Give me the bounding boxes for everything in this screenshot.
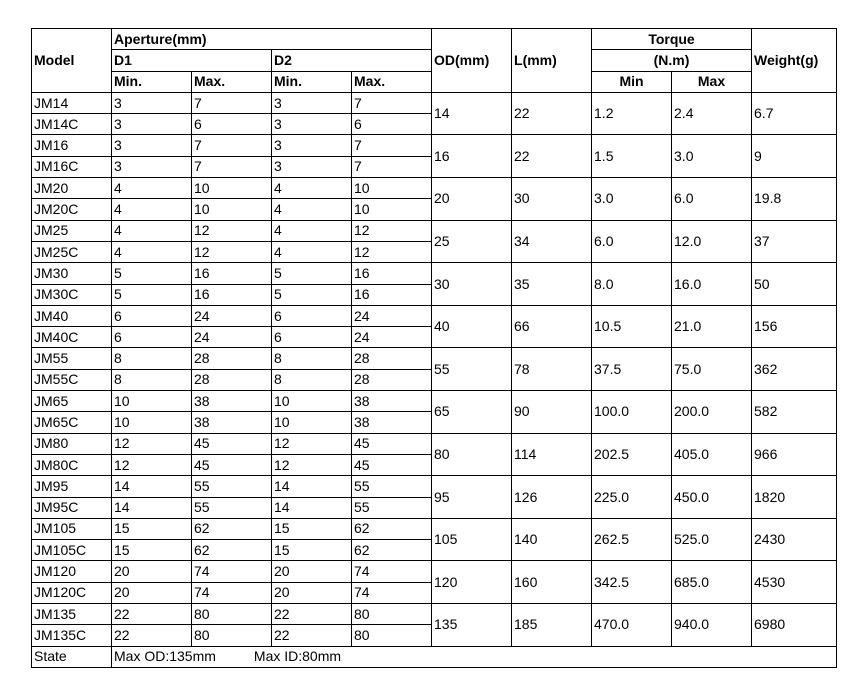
d1-min-cell: 8 <box>112 369 192 390</box>
model-cell: JM16C <box>32 156 112 177</box>
torque-min-cell: 10.5 <box>592 305 672 348</box>
d2-min-cell: 14 <box>272 476 352 497</box>
d2-min-cell: 3 <box>272 92 352 113</box>
model-cell: JM25C <box>32 241 112 262</box>
d1-max-cell: 28 <box>192 348 272 369</box>
table-row <box>32 518 837 539</box>
d1-min-cell: 3 <box>112 114 192 135</box>
table-row <box>32 135 837 156</box>
d2-max-cell: 7 <box>352 92 432 113</box>
od-cell: 20 <box>432 178 512 221</box>
torque-max-cell: 525.0 <box>672 518 752 561</box>
state-value <box>112 646 837 667</box>
table-row <box>32 92 837 113</box>
d2-min-cell: 4 <box>272 241 352 262</box>
table-row <box>32 561 837 582</box>
d1-max-cell: 16 <box>192 263 272 284</box>
l-cell: 34 <box>512 220 592 263</box>
coupling-spec-table <box>31 28 837 668</box>
l-cell: 185 <box>512 604 592 647</box>
d2-max-cell: 24 <box>352 327 432 348</box>
d2-max-cell: 80 <box>352 604 432 625</box>
od-header: OD(mm) <box>432 29 512 93</box>
model-cell: JM105C <box>32 540 112 561</box>
torque-max-cell: 16.0 <box>672 263 752 306</box>
d1-max-cell: 62 <box>192 518 272 539</box>
l-cell: 140 <box>512 518 592 561</box>
d1-min-cell: 3 <box>112 92 192 113</box>
model-cell: JM20C <box>32 199 112 220</box>
torque-min-cell: 470.0 <box>592 604 672 647</box>
d2-min-cell: 12 <box>272 433 352 454</box>
d1-min-cell: 20 <box>112 582 192 603</box>
d2-max-cell: 12 <box>352 241 432 262</box>
d1-min-cell: 10 <box>112 391 192 412</box>
weight-cell: 19.8 <box>752 178 837 221</box>
table-row <box>32 476 837 497</box>
model-cell: JM65C <box>32 412 112 433</box>
od-cell: 95 <box>432 476 512 519</box>
d1-max-cell: 6 <box>192 114 272 135</box>
d1-max-cell: 24 <box>192 305 272 326</box>
d2-max-cell: 55 <box>352 497 432 518</box>
torque-max-cell: 75.0 <box>672 348 752 391</box>
d2-min-cell: 3 <box>272 114 352 135</box>
torque-max-cell: 12.0 <box>672 220 752 263</box>
weight-cell: 4530 <box>752 561 837 604</box>
od-cell: 65 <box>432 391 512 434</box>
weight-cell: 966 <box>752 433 837 476</box>
weight-cell: 1820 <box>752 476 837 519</box>
d1-max-cell: 55 <box>192 497 272 518</box>
d2-min-cell: 12 <box>272 454 352 475</box>
d2-min-cell: 8 <box>272 348 352 369</box>
table-row <box>32 263 837 284</box>
model-cell: JM30 <box>32 263 112 284</box>
model-cell: JM95C <box>32 497 112 518</box>
d1-min-cell: 5 <box>112 284 192 305</box>
d1-min-cell: 22 <box>112 604 192 625</box>
table-row <box>32 348 837 369</box>
model-cell: JM80C <box>32 454 112 475</box>
d2-min-cell: 5 <box>272 263 352 284</box>
d2-min-cell: 10 <box>272 412 352 433</box>
l-cell: 66 <box>512 305 592 348</box>
od-cell: 40 <box>432 305 512 348</box>
d2-min-cell: 3 <box>272 156 352 177</box>
l-cell: 78 <box>512 348 592 391</box>
d1-max-cell: 16 <box>192 284 272 305</box>
d1-max-cell: 62 <box>192 540 272 561</box>
d2-max-cell: 16 <box>352 263 432 284</box>
model-cell: JM55C <box>32 369 112 390</box>
torque-max-header: Max <box>672 71 752 92</box>
torque-max-cell: 200.0 <box>672 391 752 434</box>
table-row <box>32 220 837 241</box>
d1-min-cell: 4 <box>112 220 192 241</box>
weight-cell: 156 <box>752 305 837 348</box>
model-cell: JM30C <box>32 284 112 305</box>
aperture-header: Aperture(mm) <box>112 29 432 50</box>
max-id-note: Max ID:80mm <box>253 648 342 665</box>
torque-header: Torque <box>592 29 752 50</box>
d2-max-cell: 6 <box>352 114 432 135</box>
torque-max-cell: 685.0 <box>672 561 752 604</box>
model-cell: JM40 <box>32 305 112 326</box>
d1-max-cell: 38 <box>192 412 272 433</box>
torque-min-cell: 342.5 <box>592 561 672 604</box>
weight-header: Weight(g) <box>752 29 837 93</box>
d1-min-cell: 12 <box>112 433 192 454</box>
d2-min-header: Min. <box>272 71 352 92</box>
model-cell: JM14C <box>32 114 112 135</box>
d1-max-cell: 10 <box>192 199 272 220</box>
model-cell: JM14 <box>32 92 112 113</box>
torque-min-cell: 262.5 <box>592 518 672 561</box>
d1-min-cell: 22 <box>112 625 192 646</box>
d1-max-cell: 7 <box>192 135 272 156</box>
table-row <box>32 433 837 454</box>
d1-max-cell: 24 <box>192 327 272 348</box>
torque-max-cell: 2.4 <box>672 92 752 135</box>
d2-min-cell: 5 <box>272 284 352 305</box>
torque-min-cell: 1.2 <box>592 92 672 135</box>
od-cell: 80 <box>432 433 512 476</box>
model-cell: JM55 <box>32 348 112 369</box>
table-row <box>32 604 837 625</box>
d2-min-cell: 4 <box>272 178 352 199</box>
od-cell: 105 <box>432 518 512 561</box>
od-cell: 16 <box>432 135 512 178</box>
model-cell: JM20 <box>32 178 112 199</box>
d2-max-cell: 45 <box>352 454 432 475</box>
d2-max-cell: 55 <box>352 476 432 497</box>
od-cell: 30 <box>432 263 512 306</box>
torque-max-cell: 405.0 <box>672 433 752 476</box>
d2-max-cell: 74 <box>352 561 432 582</box>
d2-min-cell: 4 <box>272 220 352 241</box>
d1-min-cell: 6 <box>112 305 192 326</box>
torque-min-cell: 6.0 <box>592 220 672 263</box>
od-cell: 25 <box>432 220 512 263</box>
d1-min-cell: 4 <box>112 199 192 220</box>
model-cell: JM105 <box>32 518 112 539</box>
d2-max-cell: 12 <box>352 220 432 241</box>
d1-min-cell: 4 <box>112 241 192 262</box>
d2-max-cell: 62 <box>352 518 432 539</box>
od-cell: 135 <box>432 604 512 647</box>
d1-min-cell: 4 <box>112 178 192 199</box>
model-header: Model <box>32 29 112 93</box>
weight-cell: 582 <box>752 391 837 434</box>
d1-max-cell: 74 <box>192 561 272 582</box>
d1-max-cell: 10 <box>192 178 272 199</box>
d2-min-cell: 20 <box>272 582 352 603</box>
d1-min-cell: 6 <box>112 327 192 348</box>
torque-max-cell: 6.0 <box>672 178 752 221</box>
d1-max-cell: 12 <box>192 220 272 241</box>
model-cell: JM40C <box>32 327 112 348</box>
weight-cell: 9 <box>752 135 837 178</box>
torque-min-header: Min <box>592 71 672 92</box>
d2-max-cell: 45 <box>352 433 432 454</box>
weight-cell: 37 <box>752 220 837 263</box>
od-cell: 55 <box>432 348 512 391</box>
torque-min-cell: 100.0 <box>592 391 672 434</box>
torque-min-cell: 37.5 <box>592 348 672 391</box>
torque-min-cell: 225.0 <box>592 476 672 519</box>
d2-max-cell: 7 <box>352 135 432 156</box>
d1-max-cell: 80 <box>192 604 272 625</box>
torque-min-cell: 202.5 <box>592 433 672 476</box>
d1-min-cell: 14 <box>112 476 192 497</box>
d1-max-cell: 28 <box>192 369 272 390</box>
od-cell: 14 <box>432 92 512 135</box>
d2-max-cell: 28 <box>352 348 432 369</box>
l-cell: 35 <box>512 263 592 306</box>
max-od-note: Max OD:135mm <box>114 648 216 665</box>
model-cell: JM95 <box>32 476 112 497</box>
weight-cell: 50 <box>752 263 837 306</box>
d1-min-cell: 12 <box>112 454 192 475</box>
d2-max-cell: 10 <box>352 199 432 220</box>
od-cell: 120 <box>432 561 512 604</box>
torque-min-cell: 1.5 <box>592 135 672 178</box>
table-row <box>32 178 837 199</box>
d2-min-cell: 22 <box>272 604 352 625</box>
l-cell: 22 <box>512 92 592 135</box>
torque-max-cell: 450.0 <box>672 476 752 519</box>
torque-max-cell: 3.0 <box>672 135 752 178</box>
d1-min-cell: 5 <box>112 263 192 284</box>
d1-min-cell: 10 <box>112 412 192 433</box>
model-cell: JM135 <box>32 604 112 625</box>
d2-min-cell: 15 <box>272 540 352 561</box>
model-cell: JM120C <box>32 582 112 603</box>
l-header: L(mm) <box>512 29 592 93</box>
d2-header: D2 <box>272 50 432 71</box>
weight-cell: 6980 <box>752 604 837 647</box>
d1-max-cell: 55 <box>192 476 272 497</box>
d1-max-cell: 45 <box>192 433 272 454</box>
d2-max-cell: 28 <box>352 369 432 390</box>
d2-min-cell: 14 <box>272 497 352 518</box>
d2-max-header: Max. <box>352 71 432 92</box>
model-cell: JM120 <box>32 561 112 582</box>
d1-min-cell: 20 <box>112 561 192 582</box>
d2-min-cell: 10 <box>272 391 352 412</box>
d2-min-cell: 6 <box>272 305 352 326</box>
d1-max-cell: 7 <box>192 92 272 113</box>
d1-min-cell: 15 <box>112 518 192 539</box>
d2-max-cell: 74 <box>352 582 432 603</box>
d2-min-cell: 6 <box>272 327 352 348</box>
l-cell: 90 <box>512 391 592 434</box>
model-cell: JM65 <box>32 391 112 412</box>
state-label: State <box>32 646 112 667</box>
d1-max-cell: 38 <box>192 391 272 412</box>
d2-max-cell: 62 <box>352 540 432 561</box>
weight-cell: 362 <box>752 348 837 391</box>
torque-max-cell: 940.0 <box>672 604 752 647</box>
d2-max-cell: 7 <box>352 156 432 177</box>
model-cell: JM135C <box>32 625 112 646</box>
torque-unit-header: (N.m) <box>592 50 752 71</box>
d1-max-cell: 80 <box>192 625 272 646</box>
model-cell: JM25 <box>32 220 112 241</box>
d1-min-cell: 15 <box>112 540 192 561</box>
d1-min-cell: 8 <box>112 348 192 369</box>
weight-cell: 6.7 <box>752 92 837 135</box>
d2-max-cell: 80 <box>352 625 432 646</box>
d1-header: D1 <box>112 50 272 71</box>
d1-max-cell: 74 <box>192 582 272 603</box>
d2-min-cell: 8 <box>272 369 352 390</box>
table-row <box>32 305 837 326</box>
model-cell: JM80 <box>32 433 112 454</box>
l-cell: 114 <box>512 433 592 476</box>
d2-min-cell: 20 <box>272 561 352 582</box>
d2-max-cell: 16 <box>352 284 432 305</box>
d2-min-cell: 4 <box>272 199 352 220</box>
model-cell: JM16 <box>32 135 112 156</box>
d1-max-cell: 12 <box>192 241 272 262</box>
torque-min-cell: 8.0 <box>592 263 672 306</box>
table-row <box>32 391 837 412</box>
d1-min-cell: 14 <box>112 497 192 518</box>
d2-min-cell: 22 <box>272 625 352 646</box>
d2-max-cell: 24 <box>352 305 432 326</box>
d1-min-header: Min. <box>112 71 192 92</box>
d2-max-cell: 38 <box>352 412 432 433</box>
d2-min-cell: 15 <box>272 518 352 539</box>
torque-min-cell: 3.0 <box>592 178 672 221</box>
d2-min-cell: 3 <box>272 135 352 156</box>
footer-row <box>32 646 837 667</box>
d1-max-header: Max. <box>192 71 272 92</box>
d1-max-cell: 45 <box>192 454 272 475</box>
d2-max-cell: 38 <box>352 391 432 412</box>
d2-max-cell: 10 <box>352 178 432 199</box>
l-cell: 30 <box>512 178 592 221</box>
torque-max-cell: 21.0 <box>672 305 752 348</box>
l-cell: 160 <box>512 561 592 604</box>
header-row-1 <box>32 29 837 50</box>
weight-cell: 2430 <box>752 518 837 561</box>
d1-max-cell: 7 <box>192 156 272 177</box>
d1-min-cell: 3 <box>112 156 192 177</box>
l-cell: 126 <box>512 476 592 519</box>
d1-min-cell: 3 <box>112 135 192 156</box>
l-cell: 22 <box>512 135 592 178</box>
